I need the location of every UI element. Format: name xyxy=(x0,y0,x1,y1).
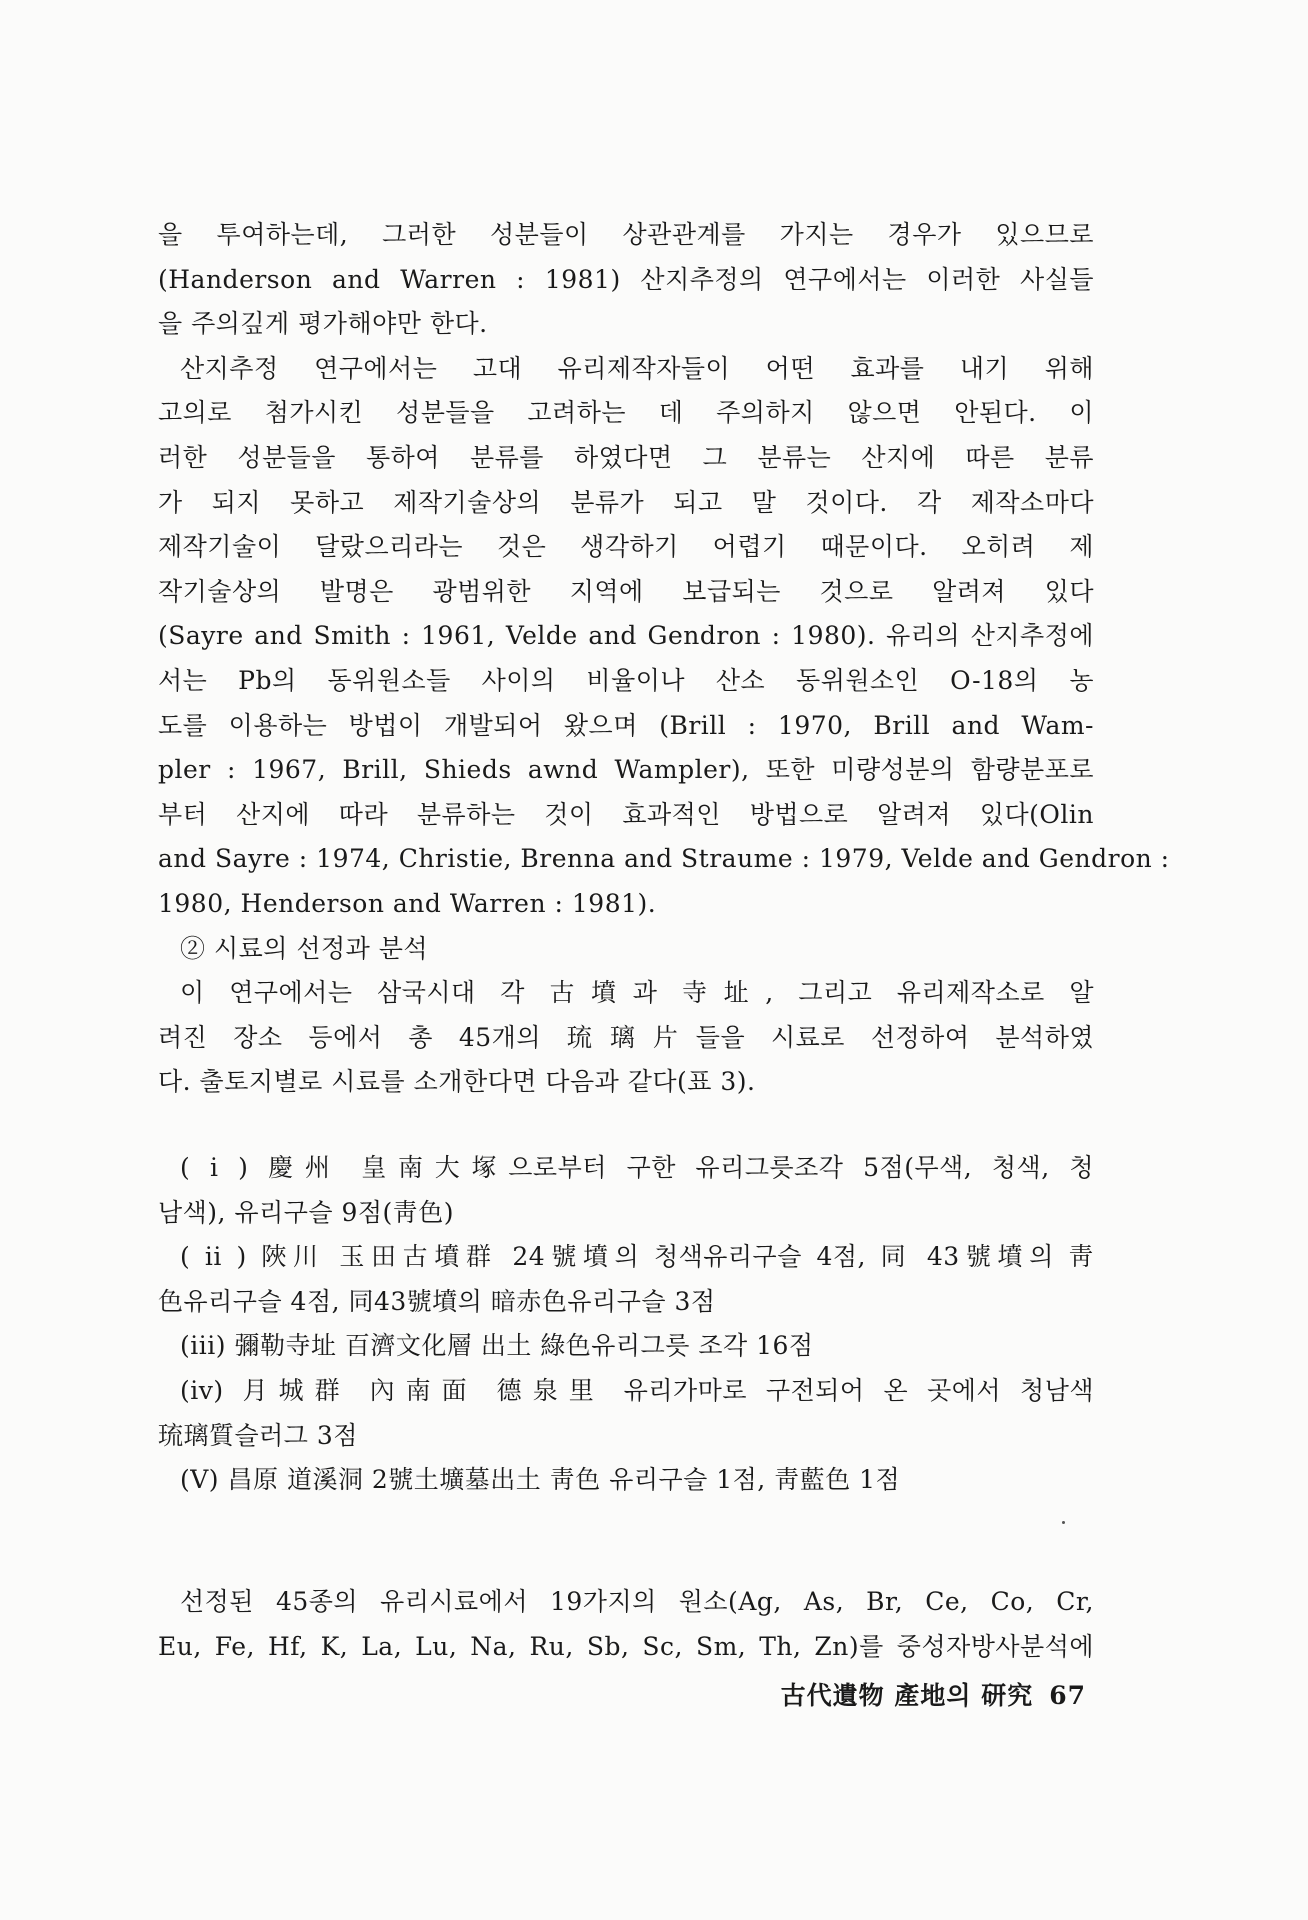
text-line: 고의로 첨가시킨 성분들을 고려하는 데 주의하지 않으면 안된다. 이 xyxy=(158,398,1094,428)
list-item-continuation: 남색), 유리구슬 9점(靑色) xyxy=(158,1197,455,1227)
text-line: 다. 출토지별로 시료를 소개한다면 다음과 같다(표 3). xyxy=(158,1067,756,1097)
page-footer xyxy=(781,1676,1086,1712)
sample-list xyxy=(158,1146,1094,1503)
text-line: pler : 1967, Brill, Shieds awnd Wampler), 또한 미량성분의 함량분포로 xyxy=(158,755,1094,785)
main-body-text xyxy=(158,213,1170,1105)
text-line: 산지추정 연구에서는 고대 유리제작자들이 어떤 효과를 내기 위해 xyxy=(180,353,1094,383)
list-item: (iii) 彌勒寺址 百濟文化層 出土 綠色유리그릇 조각 16점 xyxy=(180,1331,814,1361)
list-item: ( i ) 慶州 皇南大塚으로부터 구한 유리그릇조각 5점(무색, 청색, 청 xyxy=(180,1153,1094,1182)
list-item-continuation: 琉璃質슬러그 3점 xyxy=(158,1420,358,1450)
list-item: (V) 昌原 道溪洞 2號土壙墓出土 靑色 유리구슬 1점, 靑藍色 1점 xyxy=(180,1465,901,1495)
text-line: 부터 산지에 따라 분류하는 것이 효과적인 방법으로 알려져 있다(Olin xyxy=(158,799,1094,829)
page-number: 67 xyxy=(1049,1681,1086,1710)
text-line: 제작기술이 달랐으리라는 것은 생각하기 어렵기 때문이다. 오히려 제 xyxy=(158,532,1094,562)
closing-paragraph xyxy=(158,1580,1094,1669)
section-heading: ② 시료의 선정과 분석 xyxy=(180,933,429,963)
text-line: 작기술상의 발명은 광범위한 지역에 보급되는 것으로 알려져 있다 xyxy=(158,576,1094,606)
text-line: and Sayre : 1974, Christie, Brenna and Straume : 1979, Velde and Gendron : xyxy=(158,844,1170,874)
list-item: ( ii ) 陜川 玉田古墳群 24號墳의 청색유리구슬 4점, 同 43號墳의 靑 xyxy=(180,1242,1094,1272)
text-line: 을 투여하는데, 그러한 성분들이 상관관계를 가지는 경우가 있으므로 xyxy=(158,220,1094,249)
list-item-continuation: 色유리구슬 4점, 同43號墳의 暗赤色유리구슬 3점 xyxy=(158,1286,716,1316)
list-item: (iv) 月城群 內南面 德泉里 유리가마로 구전되어 온 곳에서 청남색 xyxy=(180,1375,1094,1405)
text-line: 려진 장소 등에서 총 45개의 琉璃片들을 시료로 선정하여 분석하였 xyxy=(158,1022,1094,1052)
text-line: 러한 성분들을 통하여 분류를 하였다면 그 분류는 산지에 따른 분류 xyxy=(158,442,1094,472)
text-line: 1980, Henderson and Warren : 1981). xyxy=(158,888,657,918)
text-line: 가 되지 못하고 제작기술상의 분류가 되고 말 것이다. 각 제작소마다 xyxy=(158,487,1094,517)
text-line: 선정된 45종의 유리시료에서 19가지의 원소(Ag, As, Br, Ce, Co, Cr, xyxy=(180,1587,1094,1616)
text-line: (Sayre and Smith : 1961, Velde and Gendron : 1980). 유리의 산지추정에 xyxy=(158,621,1094,651)
text-line: (Handerson and Warren : 1981) 산지추정의 연구에서는 이러한 사실들 xyxy=(158,264,1094,294)
text-line: Eu, Fe, Hf, K, La, Lu, Na, Ru, Sb, Sc, Sm, Th, Zn)를 중성자방사분석에 xyxy=(158,1631,1094,1661)
running-title: 古代遺物 產地의 研究 xyxy=(780,1681,1034,1710)
ink-speck xyxy=(1062,1521,1065,1524)
text-line: 서는 Pb의 동위원소들 사이의 비율이나 산소 동위원소인 O-18의 농 xyxy=(158,665,1094,695)
text-line: 도를 이용하는 방법이 개발되어 왔으며 (Brill : 1970, Brill and Wam- xyxy=(158,710,1094,740)
text-line: 이 연구에서는 삼국시대 각 古墳과 寺址, 그리고 유리제작소로 알 xyxy=(180,978,1094,1008)
text-line: 을 주의깊게 평가해야만 한다. xyxy=(158,309,488,339)
